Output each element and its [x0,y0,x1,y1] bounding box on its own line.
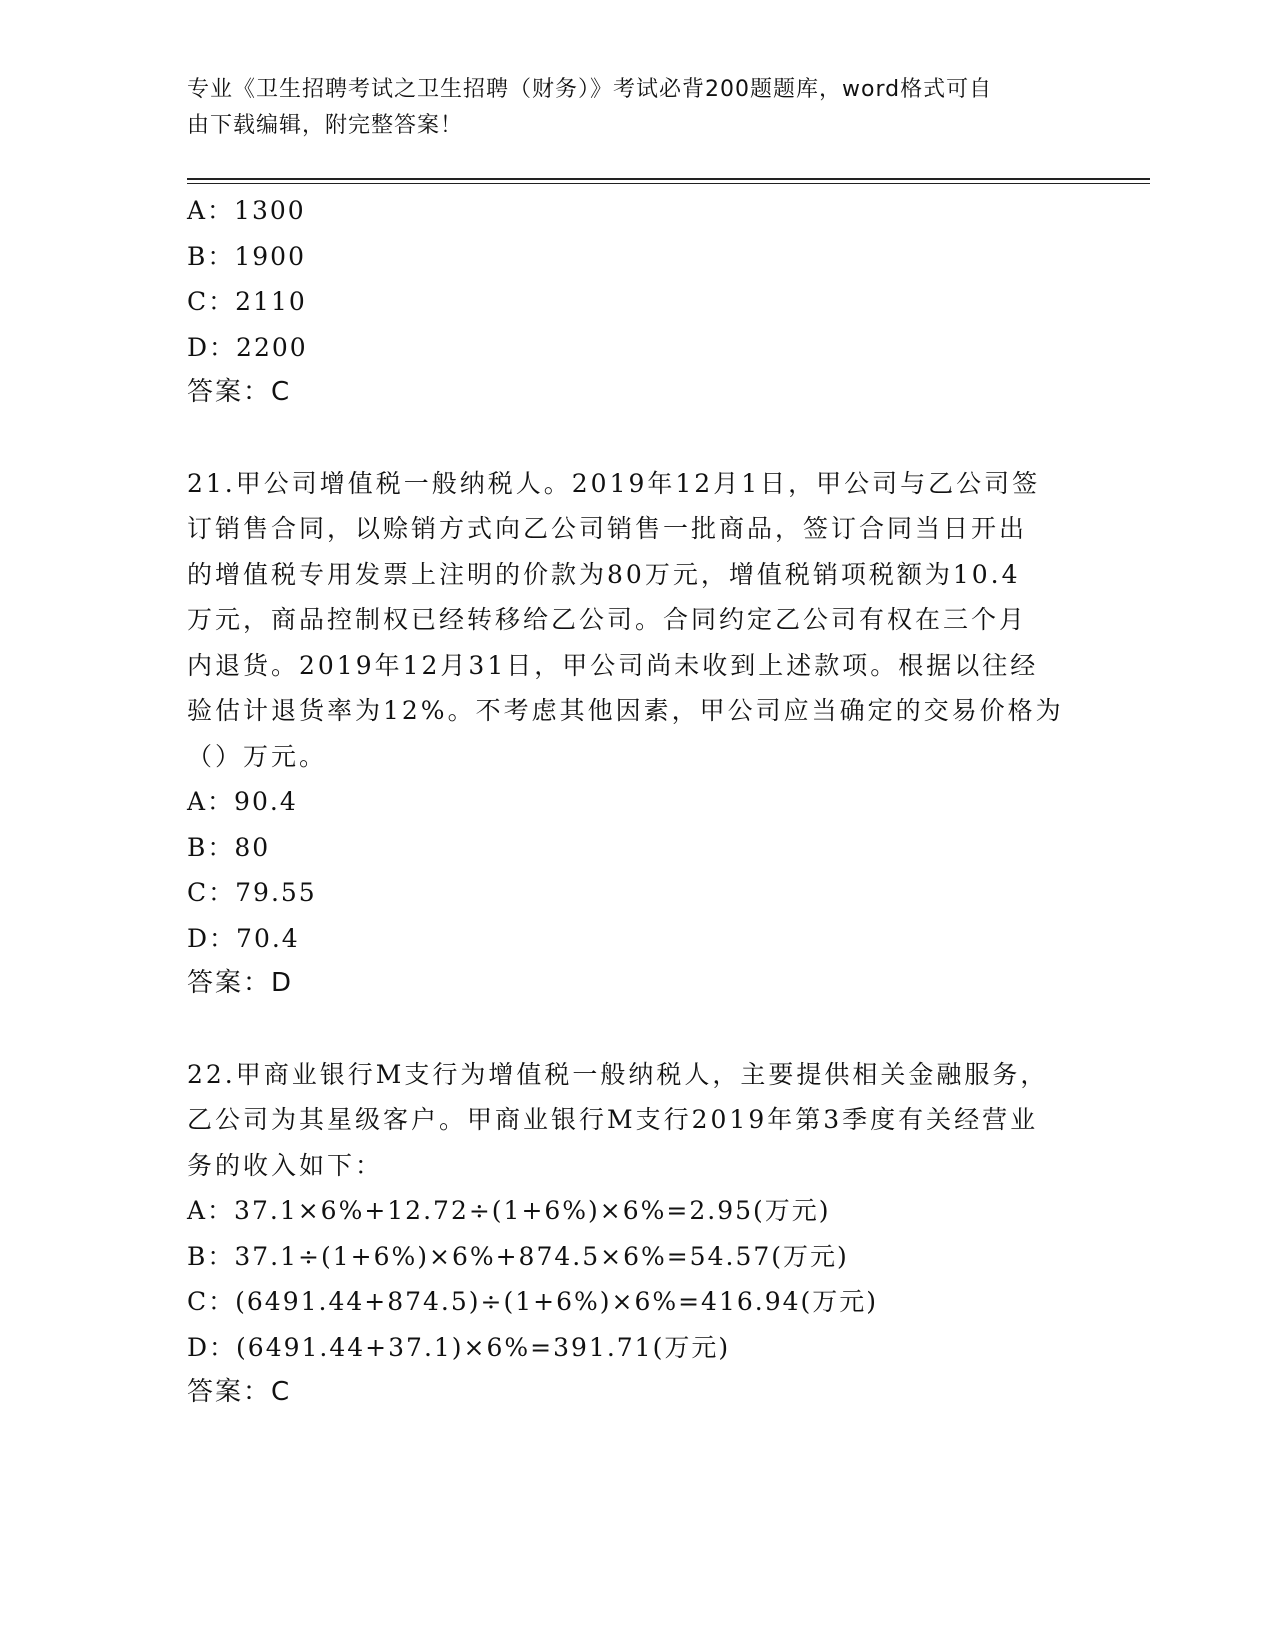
q21-line-7: （）万元。 [187,741,328,771]
header-rule-thick [187,178,1150,180]
spacer [187,416,1087,461]
document-body [187,188,1087,1416]
header-line-1: 专业《卫生招聘考试之卫生招聘（财务）》考试必背200题题库，word格式可自 [187,77,993,102]
q20-answer: 答案：C [187,377,292,407]
q22-line-1: 22.甲商业银行M支行为增值税一般纳税人，主要提供相关金融服务， [187,1059,1049,1089]
document-header [187,72,1067,144]
q22-answer: 答案：C [187,1377,292,1407]
q21-option-b: B：80 [187,832,271,862]
q21-line-3: 的增值税专用发票上注明的价款为80万元，增值税销项税额为10.4 [187,559,1021,589]
q21-line-5: 内退货。2019年12月31日，甲公司尚未收到上述款项。根据以往经 [187,650,1039,680]
spacer [187,1007,1087,1052]
q21-option-a: A：90.4 [187,787,298,816]
q20-option-c: C：2110 [187,287,307,316]
q20-option-a: A：1300 [187,196,306,225]
q22-line-2: 乙公司为其星级客户。甲商业银行M支行2019年第3季度有关经营业 [187,1105,1039,1134]
q21-line-6: 验估计退货率为12%。不考虑其他因素，甲公司应当确定的交易价格为 [187,696,1064,725]
q22-option-a: A：37.1×6%+12.72÷(1+6%)×6%=2.95(万元) [187,1196,831,1225]
q22-option-b: B：37.1÷(1+6%)×6%+874.5×6%=54.57(万元) [187,1241,849,1271]
q21-line-2: 订销售合同，以赊销方式向乙公司销售一批商品，签订合同当日开出 [187,514,1028,543]
q22-option-c: C：(6491.44+874.5)÷(1+6%)×6%=416.94(万元) [187,1287,879,1316]
q22-line-3: 务的收入如下： [187,1150,384,1180]
q21-option-c: C：79.55 [187,878,317,907]
q21-line-4: 万元，商品控制权已经转移给乙公司。合同约定乙公司有权在三个月 [187,605,1028,634]
header-line-2: 由下载编辑，附完整答案！ [187,113,464,138]
q21-option-d: D：70.4 [187,923,300,953]
q20-option-d: D：2200 [187,332,308,362]
q21-answer: 答案：D [187,968,294,998]
q20-option-b: B：1900 [187,241,306,271]
q22-option-d: D：(6491.44+37.1)×6%=391.71(万元) [187,1332,731,1362]
q21-line-1: 21.甲公司增值税一般纳税人。2019年12月1日，甲公司与乙公司签 [187,468,1041,498]
header-rule-thin [187,183,1150,184]
